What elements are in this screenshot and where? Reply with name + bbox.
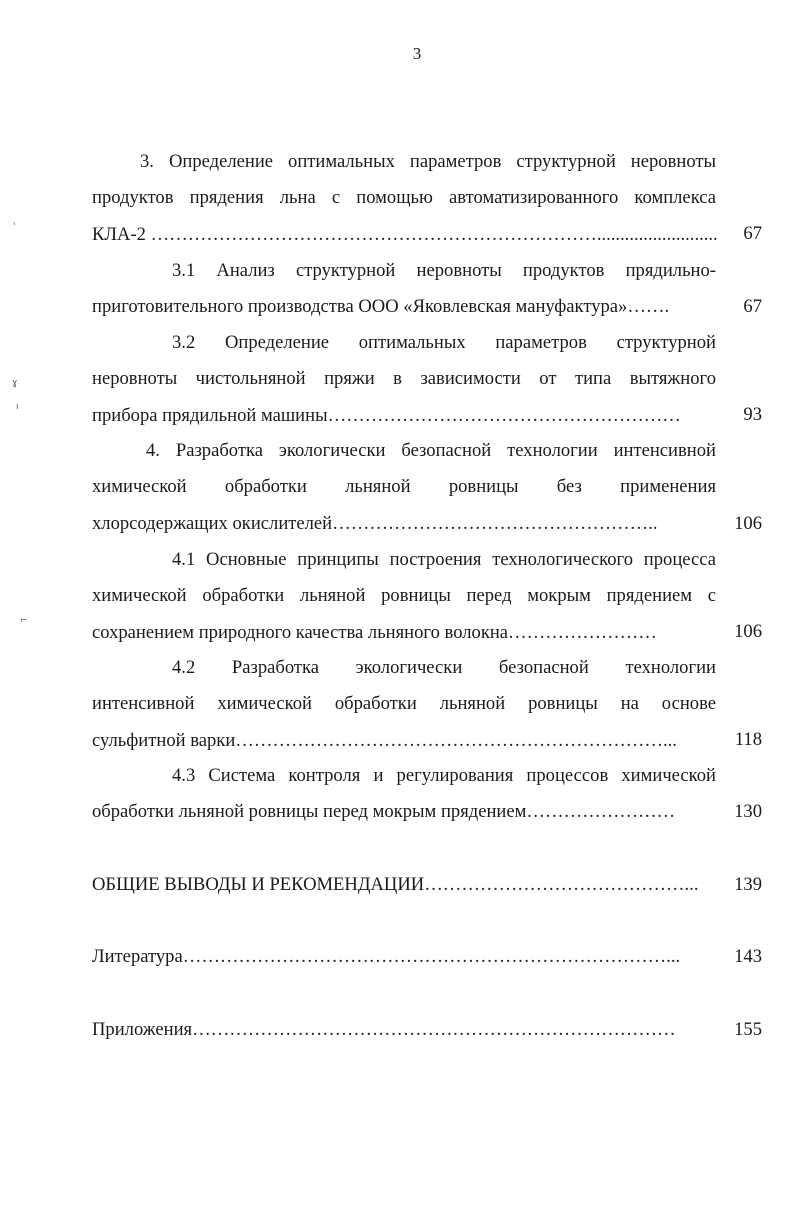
toc-line: 3.1 Анализ структурной неровноты продуктов прядильно- [172,260,716,281]
toc-entry-section-3 [92,144,716,253]
toc-entry-section-3-1 [92,253,716,326]
toc-line: сульфитной варки……………………………………………………………... [92,729,677,751]
toc-line: химической обработки льняной ровницы без применения [92,476,716,498]
toc-page-number: 130 [734,801,762,822]
toc-page-number: 67 [743,223,762,244]
scan-speck: ' [13,222,16,232]
toc-entry-section-4-1 [92,542,716,651]
scan-speck: ⌐ [20,616,28,626]
toc-line: сохранением природного качества льняного волокна…………………… [92,621,657,643]
toc-line: 4. Разработка экологически безопасной технологии интенсивной [146,440,716,461]
toc-entry-section-4-2 [92,650,716,759]
toc-page-number: 139 [734,874,762,895]
toc-page-number: 155 [734,1019,762,1040]
toc-entry-appendices [92,1012,716,1048]
toc-line: интенсивной химической обработки льняной ровницы на основе [92,693,716,715]
page-number: 3 [412,44,422,63]
toc-line: КЛА-2 ……………………………………………………………….......................... [92,223,718,245]
toc-line: неровноты чистольняной пряжи в зависимости от типа вытяжного [92,368,716,390]
toc-entry-section-4 [92,433,716,542]
toc-entry-conclusions [92,867,716,903]
toc-page-number: 143 [734,946,762,967]
toc-line: 4.2 Разработка экологически безопасной технологии [172,657,716,678]
toc-line: приготовительного производства ООО «Яковлевская мануфактура»……. [92,296,670,318]
toc-line: 3. Определение оптимальных параметров структурной неровноты [140,151,716,172]
toc-page-number: 106 [734,513,762,534]
scan-speck: ı [16,402,19,412]
toc-line: обработки льняной ровницы перед мокрым прядением…………………… [92,801,676,823]
toc-line: 4.1 Основные принципы построения технологического процесса [172,549,716,570]
toc-entry-section-3-2 [92,325,716,434]
toc-line: продуктов прядения льна с помощью автоматизированного комплекса [92,187,716,209]
toc-line: Литература……………………………………………………………………... [92,946,681,967]
toc-entry-section-4-3 [92,758,716,831]
scan-speck: ɣ [12,378,18,388]
toc-page-number: 106 [734,621,762,642]
toc-line: Приложения…………………………………………………………………… [92,1019,676,1040]
toc-line: ОБЩИЕ ВЫВОДЫ И РЕКОМЕНДАЦИИ……………………………………... [92,874,699,895]
toc-line: хлорсодержащих окислителей…………………………………………….. [92,512,658,534]
toc-line: химической обработки льняной ровницы перед мокрым прядением с [92,585,716,607]
toc-page-number: 118 [734,729,762,750]
toc-page-number: 67 [743,296,762,317]
toc-page-number: 93 [743,404,762,425]
toc-line: 4.3 Система контроля и регулирования процессов химической [172,765,716,786]
toc-line: прибора прядильной машины………………………………………………… [92,404,681,426]
toc-entry-literature [92,939,716,975]
toc-line: 3.2 Определение оптимальных параметров структурной [172,332,716,353]
